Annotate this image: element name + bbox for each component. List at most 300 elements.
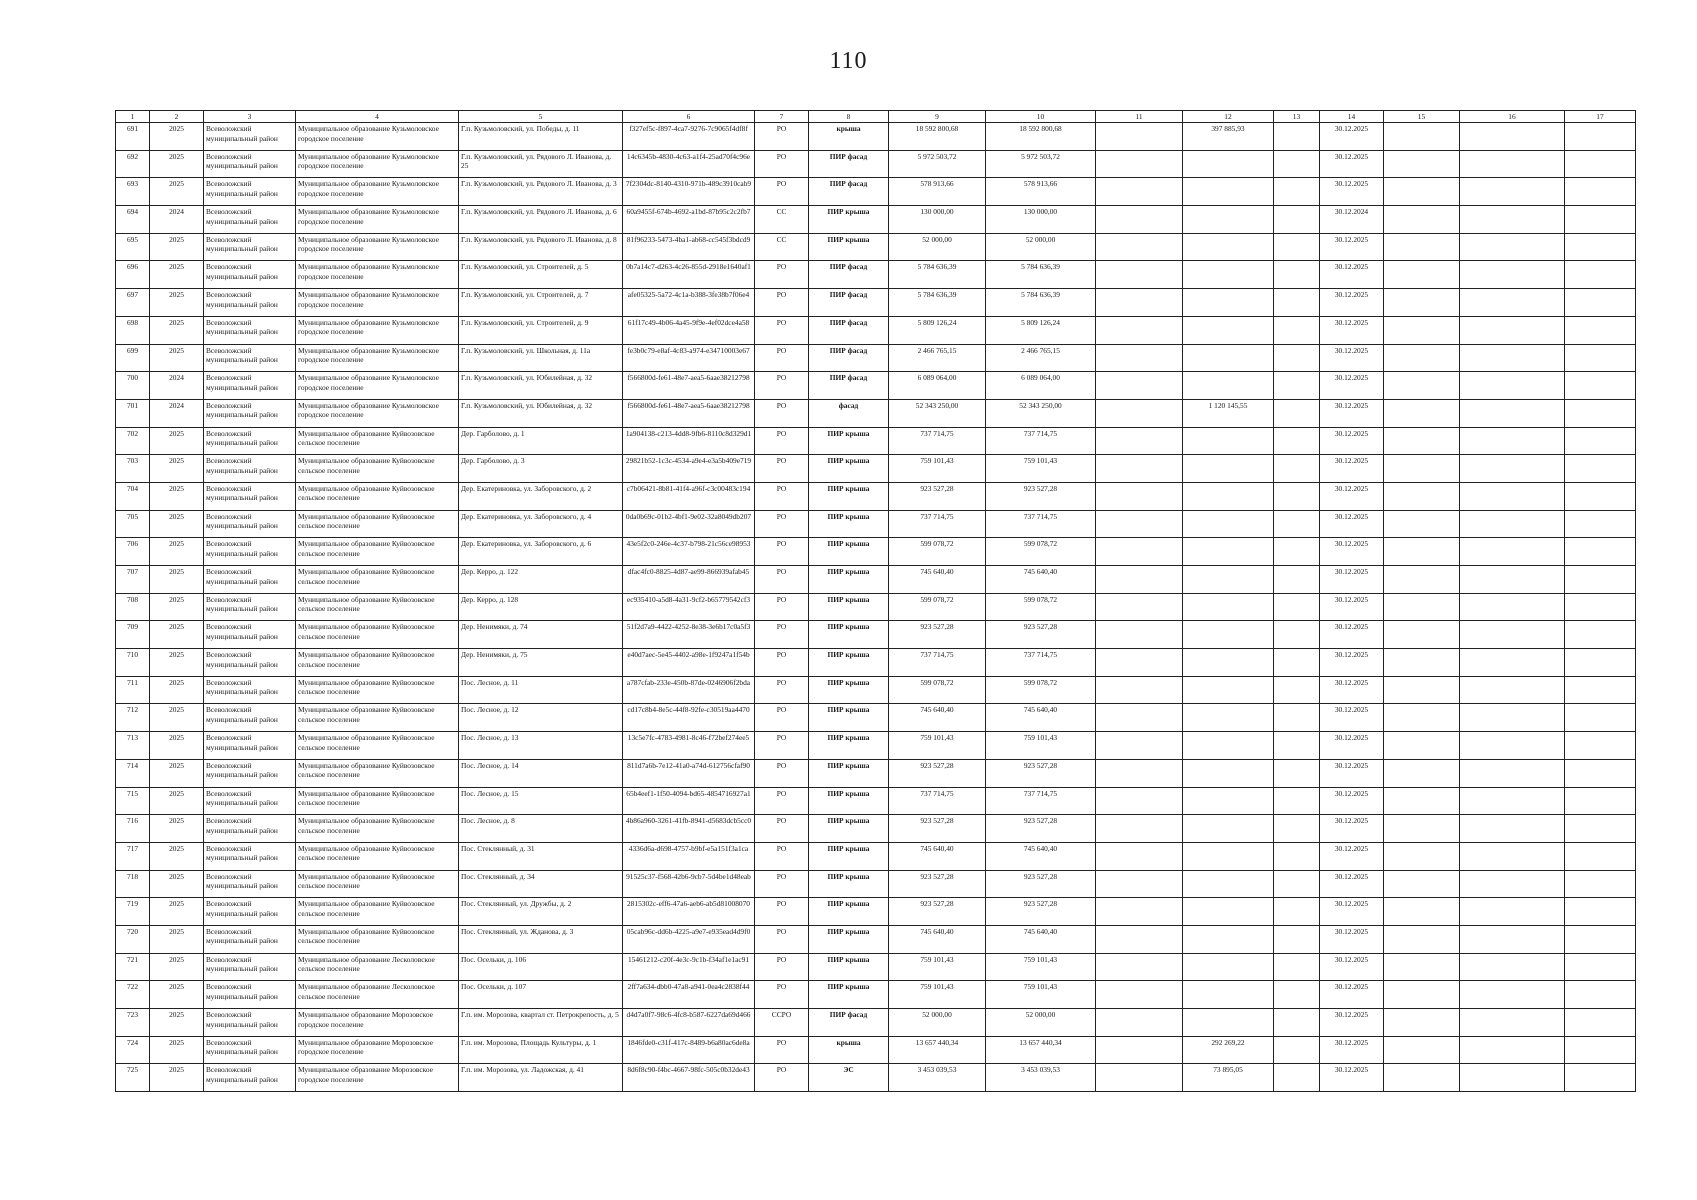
cost-total-cell: 5 784 636,39	[986, 261, 1096, 289]
district-cell: Всеволожский муниципальный район	[204, 953, 296, 981]
table-row	[116, 593, 1636, 621]
table-row	[116, 925, 1636, 953]
cost-total-cell: 737 714,75	[986, 787, 1096, 815]
fund-cell: РО	[755, 566, 809, 594]
column-15-cell	[1384, 261, 1460, 289]
column-12-cell	[1183, 787, 1274, 815]
column-15-cell	[1384, 1036, 1460, 1064]
column-11-cell	[1096, 815, 1183, 843]
column-11-cell	[1096, 981, 1183, 1009]
column-13-cell	[1274, 1036, 1320, 1064]
date-cell: 30.12.2025	[1320, 123, 1384, 151]
table-row	[116, 566, 1636, 594]
date-cell: 30.12.2025	[1320, 261, 1384, 289]
column-16-cell	[1460, 898, 1565, 926]
year-cell: 2024	[150, 372, 204, 400]
guid-cell: 13c5e7fc-4783-4981-8c46-f72bef274ee5	[623, 732, 755, 760]
year-cell: 2025	[150, 427, 204, 455]
district-cell: Всеволожский муниципальный район	[204, 316, 296, 344]
cost-cell: 759 101,43	[889, 953, 986, 981]
column-17-cell	[1565, 815, 1636, 843]
column-13-cell	[1274, 621, 1320, 649]
address-cell: Дер. Керро, д. 128	[459, 593, 623, 621]
work-type-cell: ПИР крыша	[809, 233, 889, 261]
guid-cell: 0da0b69c-01b2-4bf1-9e02-32a8049db207	[623, 510, 755, 538]
column-16-cell	[1460, 344, 1565, 372]
fund-cell: РО	[755, 842, 809, 870]
cost-cell: 2 466 765,15	[889, 344, 986, 372]
guid-cell: 61f17c49-4b06-4a45-9f9e-4ef02dce4a58	[623, 316, 755, 344]
column-11-cell	[1096, 233, 1183, 261]
column-16-cell	[1460, 953, 1565, 981]
column-16-cell	[1460, 399, 1565, 427]
work-type-cell: ПИР крыша	[809, 455, 889, 483]
row-number-cell: 708	[116, 593, 150, 621]
municipality-cell: Муниципальное образование Куйвозовское сельское поселение	[296, 815, 459, 843]
column-17-cell	[1565, 233, 1636, 261]
year-cell: 2025	[150, 953, 204, 981]
cost-total-cell: 599 078,72	[986, 538, 1096, 566]
guid-cell: c7b06421-8b81-41f4-a96f-c3c00483c194	[623, 482, 755, 510]
column-16-cell	[1460, 621, 1565, 649]
cost-total-cell: 52 000,00	[986, 233, 1096, 261]
municipality-cell: Муниципальное образование Морозовское городское поселение	[296, 1036, 459, 1064]
fund-cell: РО	[755, 732, 809, 760]
address-cell: Пос. Лесное, д. 11	[459, 676, 623, 704]
cost-cell: 745 640,40	[889, 566, 986, 594]
year-cell: 2025	[150, 621, 204, 649]
column-17-cell	[1565, 649, 1636, 677]
row-number-cell: 703	[116, 455, 150, 483]
column-17-cell	[1565, 1064, 1636, 1092]
address-cell: Пос. Осельки, д. 107	[459, 981, 623, 1009]
fund-cell: РО	[755, 676, 809, 704]
table-row	[116, 261, 1636, 289]
column-12-cell	[1183, 372, 1274, 400]
column-17-cell	[1565, 704, 1636, 732]
row-number-cell: 698	[116, 316, 150, 344]
date-cell: 30.12.2025	[1320, 316, 1384, 344]
column-13-cell	[1274, 566, 1320, 594]
year-cell: 2025	[150, 150, 204, 178]
column-13-cell	[1274, 261, 1320, 289]
work-type-cell: ПИР крыша	[809, 566, 889, 594]
column-17-cell	[1565, 787, 1636, 815]
column-13-cell	[1274, 538, 1320, 566]
column-16-cell	[1460, 178, 1565, 206]
work-type-cell: ПИР фасад	[809, 178, 889, 206]
column-15-cell	[1384, 981, 1460, 1009]
column-13-cell	[1274, 372, 1320, 400]
column-12-cell	[1183, 455, 1274, 483]
district-cell: Всеволожский муниципальный район	[204, 621, 296, 649]
district-cell: Всеволожский муниципальный район	[204, 233, 296, 261]
fund-cell: РО	[755, 759, 809, 787]
column-17-cell	[1565, 399, 1636, 427]
work-type-cell: фасад	[809, 399, 889, 427]
column-number-row	[116, 111, 1636, 123]
municipality-cell: Муниципальное образование Куйвозовское сельское поселение	[296, 621, 459, 649]
cost-total-cell: 923 527,28	[986, 870, 1096, 898]
district-cell: Всеволожский муниципальный район	[204, 566, 296, 594]
work-type-cell: ПИР крыша	[809, 732, 889, 760]
guid-cell: 43e5f2c0-246e-4c37-b798-21c56ce98953	[623, 538, 755, 566]
cost-total-cell: 578 913,66	[986, 178, 1096, 206]
column-15-cell	[1384, 206, 1460, 234]
table-row	[116, 1064, 1636, 1092]
date-cell: 30.12.2025	[1320, 150, 1384, 178]
column-15-cell	[1384, 372, 1460, 400]
year-cell: 2025	[150, 178, 204, 206]
fund-cell: РО	[755, 704, 809, 732]
date-cell: 30.12.2025	[1320, 981, 1384, 1009]
column-12-cell	[1183, 981, 1274, 1009]
cost-cell: 737 714,75	[889, 510, 986, 538]
year-cell: 2025	[150, 538, 204, 566]
column-12-cell: 397 885,93	[1183, 123, 1274, 151]
date-cell: 30.12.2025	[1320, 455, 1384, 483]
column-17-cell	[1565, 261, 1636, 289]
guid-cell: 15461212-c20f-4e3c-9c1b-f34af1e1ac91	[623, 953, 755, 981]
work-type-cell: крыша	[809, 1036, 889, 1064]
cost-total-cell: 599 078,72	[986, 593, 1096, 621]
guid-cell: 65b4eef1-1f50-4094-bd65-4854716927a1	[623, 787, 755, 815]
cost-cell: 923 527,28	[889, 482, 986, 510]
column-15-cell	[1384, 123, 1460, 151]
work-type-cell: ПИР фасад	[809, 150, 889, 178]
column-16-cell	[1460, 1036, 1565, 1064]
column-16-cell	[1460, 482, 1565, 510]
column-13-cell	[1274, 233, 1320, 261]
guid-cell: 14c6345b-4830-4c63-a1f4-25ad70f4c96e	[623, 150, 755, 178]
work-type-cell: ПИР крыша	[809, 815, 889, 843]
date-cell: 30.12.2025	[1320, 898, 1384, 926]
column-13-cell	[1274, 427, 1320, 455]
work-type-cell: ПИР крыша	[809, 621, 889, 649]
column-11-cell	[1096, 566, 1183, 594]
column-12-cell	[1183, 704, 1274, 732]
cost-total-cell: 13 657 440,34	[986, 1036, 1096, 1064]
municipality-cell: Муниципальное образование Куйвозовское сельское поселение	[296, 842, 459, 870]
cost-cell: 923 527,28	[889, 815, 986, 843]
fund-cell: РО	[755, 261, 809, 289]
year-cell: 2025	[150, 123, 204, 151]
table-row	[116, 150, 1636, 178]
column-11-cell	[1096, 676, 1183, 704]
work-type-cell: ПИР крыша	[809, 898, 889, 926]
cost-total-cell: 5 784 636,39	[986, 289, 1096, 317]
table-row	[116, 1009, 1636, 1037]
municipality-cell: Муниципальное образование Морозовское городское поселение	[296, 1064, 459, 1092]
table-row	[116, 815, 1636, 843]
column-12-cell	[1183, 676, 1274, 704]
column-header: 7	[755, 111, 809, 123]
guid-cell: f566800d-fe61-48e7-aea5-6aae38212798	[623, 372, 755, 400]
work-type-cell: ПИР крыша	[809, 953, 889, 981]
guid-cell: e40d7aec-5e45-4402-a98e-1f9247a1f54b	[623, 649, 755, 677]
fund-cell: РО	[755, 870, 809, 898]
date-cell: 30.12.2025	[1320, 732, 1384, 760]
row-number-cell: 702	[116, 427, 150, 455]
fund-cell: РО	[755, 399, 809, 427]
column-16-cell	[1460, 1064, 1565, 1092]
row-number-cell: 711	[116, 676, 150, 704]
column-15-cell	[1384, 150, 1460, 178]
fund-cell: РО	[755, 815, 809, 843]
municipality-cell: Муниципальное образование Куйвозовское сельское поселение	[296, 566, 459, 594]
municipality-cell: Муниципальное образование Куйвозовское сельское поселение	[296, 593, 459, 621]
date-cell: 30.12.2025	[1320, 344, 1384, 372]
table-row	[116, 233, 1636, 261]
column-12-cell	[1183, 233, 1274, 261]
fund-cell: РО	[755, 981, 809, 1009]
column-12-cell	[1183, 289, 1274, 317]
guid-cell: 05cab96c-dd6b-4225-a9e7-e935ead4d9f0	[623, 925, 755, 953]
column-15-cell	[1384, 925, 1460, 953]
district-cell: Всеволожский муниципальный район	[204, 759, 296, 787]
column-17-cell	[1565, 676, 1636, 704]
column-17-cell	[1565, 925, 1636, 953]
table-row	[116, 953, 1636, 981]
column-13-cell	[1274, 206, 1320, 234]
column-15-cell	[1384, 953, 1460, 981]
work-type-cell: ПИР крыша	[809, 704, 889, 732]
column-16-cell	[1460, 427, 1565, 455]
date-cell: 30.12.2025	[1320, 178, 1384, 206]
column-15-cell	[1384, 787, 1460, 815]
district-cell: Всеволожский муниципальный район	[204, 898, 296, 926]
address-cell: Г.п. Кузьмоловский, ул. Рядового Л. Иванова, д. 3	[459, 178, 623, 206]
guid-cell: d4d7a0f7-98c6-4fc8-b587-6227da69d466	[623, 1009, 755, 1037]
address-cell: Пос. Лесное, д. 14	[459, 759, 623, 787]
column-16-cell	[1460, 732, 1565, 760]
column-16-cell	[1460, 1009, 1565, 1037]
municipality-cell: Муниципальное образование Кузьмоловское городское поселение	[296, 206, 459, 234]
column-15-cell	[1384, 649, 1460, 677]
table-row	[116, 206, 1636, 234]
date-cell: 30.12.2025	[1320, 593, 1384, 621]
column-11-cell	[1096, 206, 1183, 234]
work-type-cell: ПИР крыша	[809, 649, 889, 677]
cost-total-cell: 745 640,40	[986, 566, 1096, 594]
column-13-cell	[1274, 482, 1320, 510]
district-cell: Всеволожский муниципальный район	[204, 427, 296, 455]
cost-cell: 759 101,43	[889, 981, 986, 1009]
district-cell: Всеволожский муниципальный район	[204, 787, 296, 815]
table-row	[116, 178, 1636, 206]
district-cell: Всеволожский муниципальный район	[204, 676, 296, 704]
column-13-cell	[1274, 289, 1320, 317]
municipality-cell: Муниципальное образование Морозовское городское поселение	[296, 1009, 459, 1037]
address-cell: Пос. Лесное, д. 15	[459, 787, 623, 815]
row-number-cell: 697	[116, 289, 150, 317]
row-number-cell: 705	[116, 510, 150, 538]
municipality-cell: Муниципальное образование Кузьмоловское городское поселение	[296, 399, 459, 427]
fund-cell: РО	[755, 621, 809, 649]
column-16-cell	[1460, 372, 1565, 400]
column-header: 6	[623, 111, 755, 123]
municipality-cell: Муниципальное образование Куйвозовское сельское поселение	[296, 427, 459, 455]
column-11-cell	[1096, 925, 1183, 953]
address-cell: Г.п. Кузьмоловский, ул. Рядового Л. Иванова, д. 25	[459, 150, 623, 178]
date-cell: 30.12.2025	[1320, 399, 1384, 427]
cost-cell: 578 913,66	[889, 178, 986, 206]
table-row	[116, 510, 1636, 538]
district-cell: Всеволожский муниципальный район	[204, 925, 296, 953]
table-row	[116, 482, 1636, 510]
row-number-cell: 693	[116, 178, 150, 206]
municipality-cell: Муниципальное образование Кузьмоловское городское поселение	[296, 150, 459, 178]
district-cell: Всеволожский муниципальный район	[204, 455, 296, 483]
address-cell: Пос. Стеклянный, д. 31	[459, 842, 623, 870]
work-type-cell: ПИР фасад	[809, 289, 889, 317]
column-header: 11	[1096, 111, 1183, 123]
row-number-cell: 691	[116, 123, 150, 151]
column-11-cell	[1096, 842, 1183, 870]
year-cell: 2025	[150, 870, 204, 898]
column-11-cell	[1096, 953, 1183, 981]
year-cell: 2025	[150, 289, 204, 317]
column-12-cell	[1183, 1009, 1274, 1037]
row-number-cell: 725	[116, 1064, 150, 1092]
district-cell: Всеволожский муниципальный район	[204, 815, 296, 843]
date-cell: 30.12.2025	[1320, 372, 1384, 400]
column-15-cell	[1384, 676, 1460, 704]
work-type-cell: ПИР крыша	[809, 842, 889, 870]
municipality-cell: Муниципальное образование Куйвозовское сельское поселение	[296, 925, 459, 953]
date-cell: 30.12.2025	[1320, 621, 1384, 649]
column-11-cell	[1096, 1009, 1183, 1037]
row-number-cell: 714	[116, 759, 150, 787]
row-number-cell: 710	[116, 649, 150, 677]
column-12-cell	[1183, 150, 1274, 178]
column-12-cell: 292 269,22	[1183, 1036, 1274, 1064]
municipality-cell: Муниципальное образование Кузьмоловское городское поселение	[296, 178, 459, 206]
cost-total-cell: 737 714,75	[986, 649, 1096, 677]
column-header: 17	[1565, 111, 1636, 123]
column-15-cell	[1384, 842, 1460, 870]
district-cell: Всеволожский муниципальный район	[204, 649, 296, 677]
column-15-cell	[1384, 316, 1460, 344]
municipality-cell: Муниципальное образование Куйвозовское сельское поселение	[296, 510, 459, 538]
date-cell: 30.12.2024	[1320, 206, 1384, 234]
year-cell: 2025	[150, 482, 204, 510]
year-cell: 2025	[150, 898, 204, 926]
column-15-cell	[1384, 566, 1460, 594]
column-11-cell	[1096, 399, 1183, 427]
column-13-cell	[1274, 1009, 1320, 1037]
column-13-cell	[1274, 399, 1320, 427]
table-row	[116, 870, 1636, 898]
column-12-cell	[1183, 566, 1274, 594]
cost-cell: 923 527,28	[889, 759, 986, 787]
column-17-cell	[1565, 510, 1636, 538]
cost-cell: 923 527,28	[889, 621, 986, 649]
row-number-cell: 694	[116, 206, 150, 234]
table-row	[116, 316, 1636, 344]
municipality-cell: Муниципальное образование Кузьмоловское городское поселение	[296, 233, 459, 261]
cost-total-cell: 759 101,43	[986, 981, 1096, 1009]
column-12-cell	[1183, 953, 1274, 981]
column-13-cell	[1274, 150, 1320, 178]
guid-cell: afe05325-5a72-4c1a-b388-3fe38b7f06e4	[623, 289, 755, 317]
date-cell: 30.12.2025	[1320, 704, 1384, 732]
work-type-cell: ПИР фасад	[809, 1009, 889, 1037]
table-row	[116, 123, 1636, 151]
table-row	[116, 344, 1636, 372]
cost-cell: 759 101,43	[889, 732, 986, 760]
column-15-cell	[1384, 289, 1460, 317]
work-type-cell: ПИР крыша	[809, 981, 889, 1009]
column-15-cell	[1384, 233, 1460, 261]
cost-cell: 130 000,00	[889, 206, 986, 234]
table-row	[116, 898, 1636, 926]
cost-total-cell: 5 972 503,72	[986, 150, 1096, 178]
row-number-cell: 716	[116, 815, 150, 843]
guid-cell: 7f2304dc-8140-4310-971b-489c3910cab9	[623, 178, 755, 206]
column-17-cell	[1565, 870, 1636, 898]
cost-total-cell: 52 343 250,00	[986, 399, 1096, 427]
cost-cell: 5 809 126,24	[889, 316, 986, 344]
column-12-cell	[1183, 482, 1274, 510]
work-type-cell: ПИР крыша	[809, 676, 889, 704]
address-cell: Г.п. Кузьмоловский, ул. Юбилейная, д. 32	[459, 372, 623, 400]
table-row	[116, 676, 1636, 704]
district-cell: Всеволожский муниципальный район	[204, 1036, 296, 1064]
address-cell: Г.п. Кузьмоловский, ул. Строителей, д. 7	[459, 289, 623, 317]
fund-cell: РО	[755, 372, 809, 400]
guid-cell: 81f96233-5473-4ba1-ab68-cc545f3bdcd9	[623, 233, 755, 261]
guid-cell: cd17c8b4-8e5c-44f8-92fe-c30519aa4470	[623, 704, 755, 732]
date-cell: 30.12.2025	[1320, 787, 1384, 815]
column-13-cell	[1274, 649, 1320, 677]
column-header: 4	[296, 111, 459, 123]
column-15-cell	[1384, 759, 1460, 787]
date-cell: 30.12.2025	[1320, 233, 1384, 261]
fund-cell: РО	[755, 482, 809, 510]
cost-total-cell: 759 101,43	[986, 953, 1096, 981]
year-cell: 2025	[150, 344, 204, 372]
address-cell: Пос. Лесное, д. 13	[459, 732, 623, 760]
date-cell: 30.12.2025	[1320, 870, 1384, 898]
row-number-cell: 701	[116, 399, 150, 427]
column-15-cell	[1384, 621, 1460, 649]
column-15-cell	[1384, 455, 1460, 483]
district-cell: Всеволожский муниципальный район	[204, 870, 296, 898]
column-header: 12	[1183, 111, 1274, 123]
table-row	[116, 759, 1636, 787]
guid-cell: 4336d6a-d698-4757-b9bf-e5a151f3a1ca	[623, 842, 755, 870]
work-type-cell: ПИР крыша	[809, 510, 889, 538]
address-cell: Г.п. Кузьмоловский, ул. Строителей, д. 9	[459, 316, 623, 344]
column-11-cell	[1096, 344, 1183, 372]
district-cell: Всеволожский муниципальный район	[204, 372, 296, 400]
table-row	[116, 538, 1636, 566]
address-cell: Г.п. им. Морозова, Площадь Культуры, д. 1	[459, 1036, 623, 1064]
guid-cell: 1a904138-c213-4dd8-9fb6-8110c8d329d1	[623, 427, 755, 455]
guid-cell: ec935410-a5d8-4a31-9cf2-b65779542cf3	[623, 593, 755, 621]
address-cell: Г.п. Кузьмоловский, ул. Юбилейная, д. 32	[459, 399, 623, 427]
cost-cell: 599 078,72	[889, 676, 986, 704]
year-cell: 2025	[150, 455, 204, 483]
cost-cell: 6 089 064,00	[889, 372, 986, 400]
fund-cell: РО	[755, 787, 809, 815]
fund-cell: РО	[755, 316, 809, 344]
column-17-cell	[1565, 593, 1636, 621]
address-cell: Пос. Осельки, д. 106	[459, 953, 623, 981]
cost-cell: 737 714,75	[889, 427, 986, 455]
fund-cell: РО	[755, 427, 809, 455]
